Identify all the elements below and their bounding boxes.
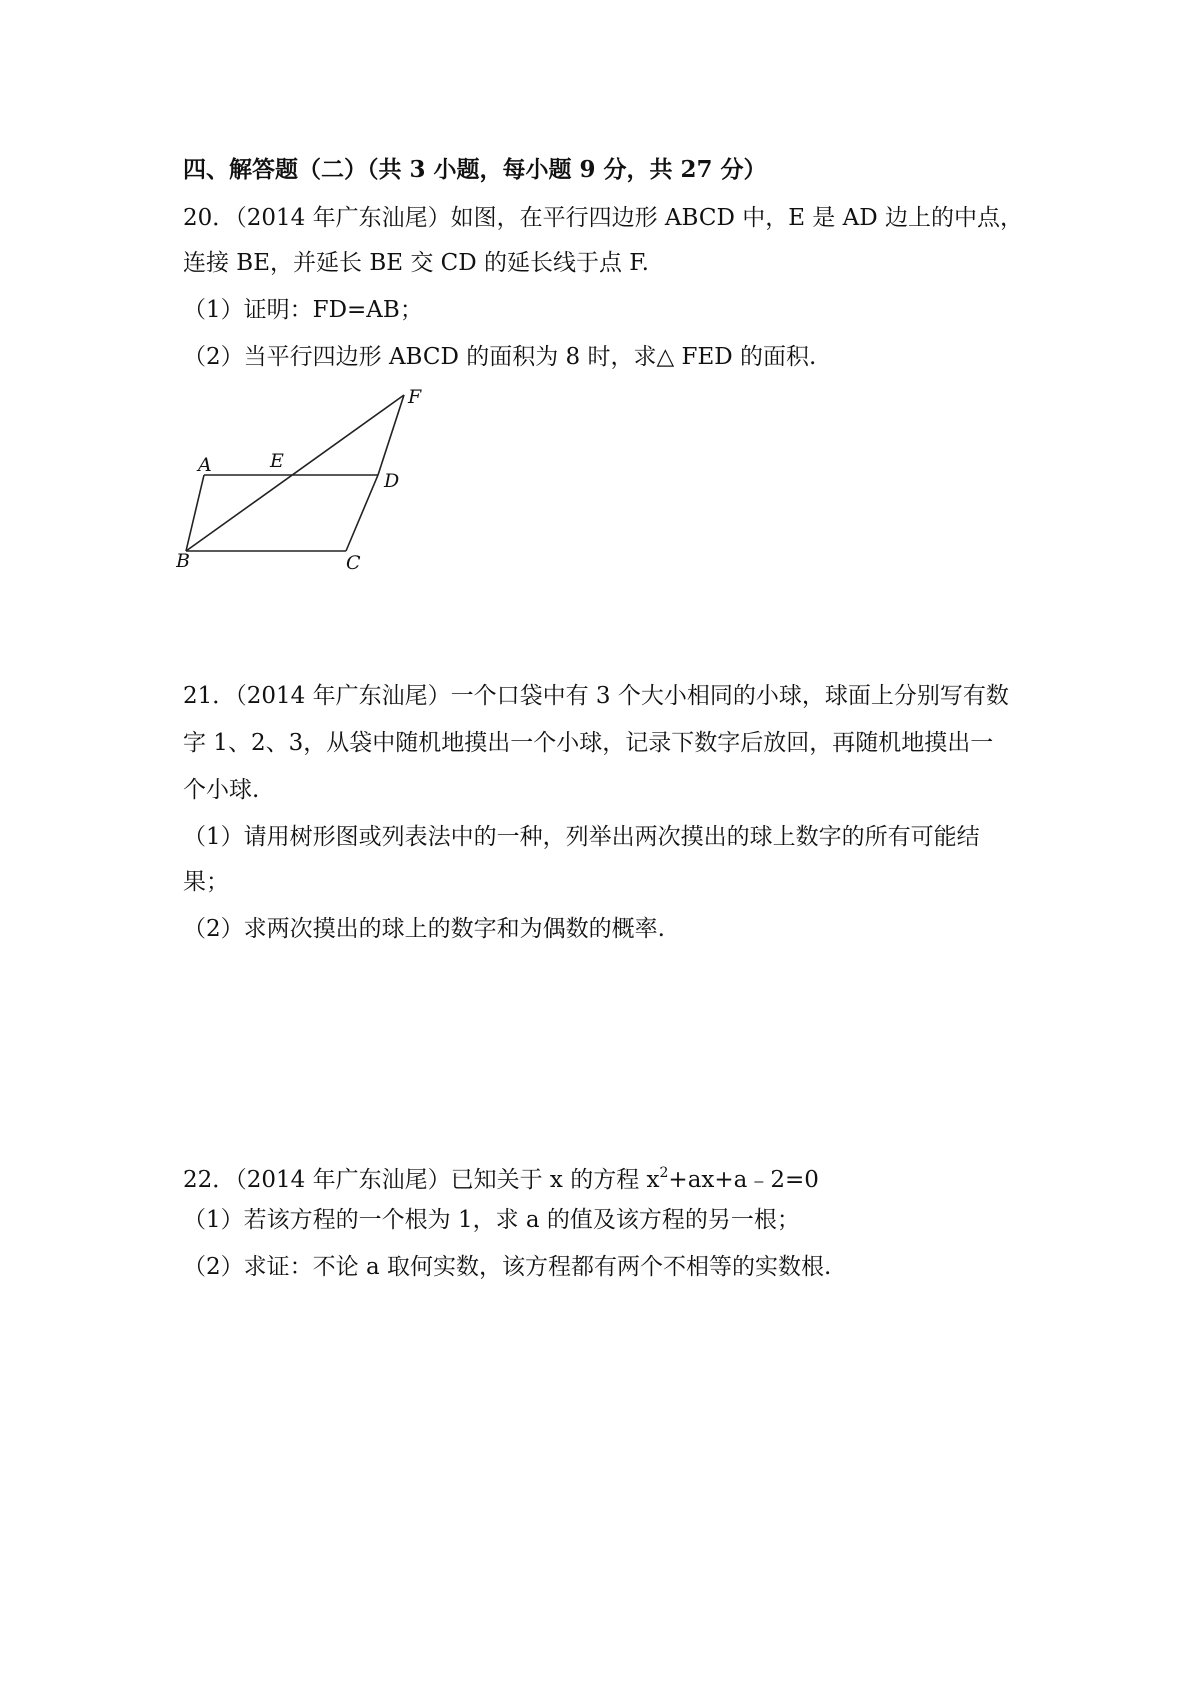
q21-stem-line3: 个小球. xyxy=(183,777,260,803)
q20-stem-line1: 20．（2014 年广东汕尾）如图，在平行四边形 ABCD 中，E 是 AD 边上的中点， xyxy=(183,205,1023,231)
q21-part1-line1: （1）请用树形图或列表法中的一种，列举出两次摸出的球上数字的所有可能结 xyxy=(183,824,980,850)
label-A: A xyxy=(198,454,212,476)
q22-stem-suffix: +ax+a﹣2=0 xyxy=(668,1167,819,1193)
q22-stem-prefix: 22．（2014 年广东汕尾）已知关于 x 的方程 x xyxy=(183,1167,660,1193)
label-F: F xyxy=(408,386,422,408)
parallelogram-figure xyxy=(176,385,436,585)
q22-exponent: 2 xyxy=(659,1165,669,1181)
q22-part1: （1）若该方程的一个根为 1，求 a 的值及该方程的另一根； xyxy=(183,1207,800,1233)
q20-part1: （1）证明：FD=AB； xyxy=(183,297,423,323)
label-C: C xyxy=(346,552,361,574)
label-B: B xyxy=(176,550,190,572)
q21-part1-line2: 果； xyxy=(183,869,229,895)
segment-BF xyxy=(186,395,404,551)
section-heading: 四、解答题（二）（共 3 小题，每小题 9 分，共 27 分） xyxy=(183,156,767,183)
q22-stem xyxy=(183,1158,819,1195)
q20-part2: （2）当平行四边形 ABCD 的面积为 8 时，求△ FED 的面积. xyxy=(183,344,817,370)
q20-stem-line2: 连接 BE，并延长 BE 交 CD 的延长线于点 F. xyxy=(183,250,649,276)
segment-DF xyxy=(378,395,404,475)
label-D: D xyxy=(384,470,400,492)
q21-stem-line2: 字 1、2、3，从袋中随机地摸出一个小球，记录下数字后放回，再随机地摸出一 xyxy=(183,730,994,756)
segment-DC xyxy=(346,475,378,551)
q21-part2: （2）求两次摸出的球上的数字和为偶数的概率. xyxy=(183,916,665,942)
q22-part2: （2）求证：不论 a 取何实数，该方程都有两个不相等的实数根. xyxy=(183,1254,832,1280)
q21-stem-line1: 21．（2014 年广东汕尾）一个口袋中有 3 个大小相同的小球，球面上分别写有数 xyxy=(183,683,1009,709)
label-E: E xyxy=(270,450,284,472)
